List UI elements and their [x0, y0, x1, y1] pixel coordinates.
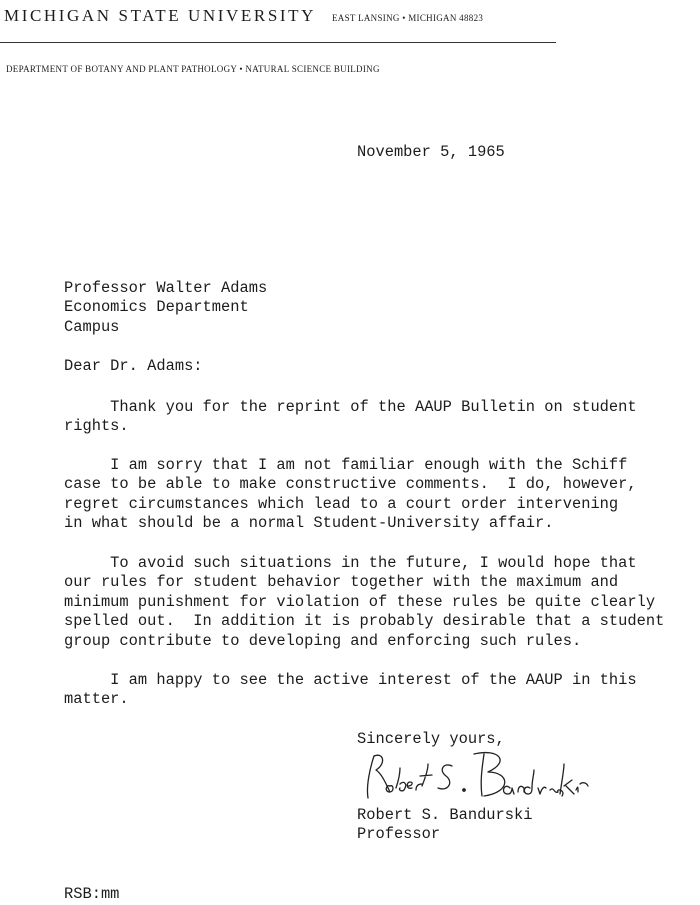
- body-paragraph-4: I am happy to see the active interest of the AAUP in this matter.: [64, 671, 637, 709]
- recipient-location: Campus: [64, 317, 120, 336]
- handwritten-signature: [360, 748, 610, 804]
- body-paragraph-3: To avoid such situations in the future, I would hope that our rules for student behavior together with the maximum and minimum punishment for violation of these rules be quite clearly spelled out. In addition it is probably desirable that a student group contribute to developing and enforcing such rules.: [64, 554, 665, 650]
- recipient-name: Professor Walter Adams: [64, 279, 268, 297]
- letter-date: November 5, 1965: [357, 143, 505, 161]
- letterhead-department: DEPARTMENT OF BOTANY AND PLANT PATHOLOGY • NATURAL SCIENCE BUILDING: [6, 64, 380, 74]
- recipient-department: Economics Department: [64, 298, 249, 317]
- recipient-block: [64, 279, 267, 337]
- closing: Sincerely yours,: [357, 730, 505, 748]
- body-paragraph-1: Thank you for the reprint of the AAUP Bulletin on student rights.: [64, 398, 637, 436]
- letterhead-rule: [0, 42, 556, 43]
- signer-title: Professor: [357, 825, 441, 844]
- letterhead-university: MICHIGAN STATE UNIVERSITY: [4, 6, 317, 25]
- reference-initials: RSB:mm: [64, 885, 120, 903]
- body-paragraph-2: I am sorry that I am not familiar enough with the Schiff case to be able to make constructive comments. I do, however, regret circumstances which lead to a court order intervening in what should be a normal Student-University affair.: [64, 456, 637, 533]
- signer-block: [357, 806, 532, 845]
- letterhead-location: EAST LANSING • MICHIGAN 48823: [332, 13, 484, 23]
- salutation: Dear Dr. Adams:: [64, 357, 203, 375]
- signer-name: Robert S. Bandurski: [357, 806, 533, 824]
